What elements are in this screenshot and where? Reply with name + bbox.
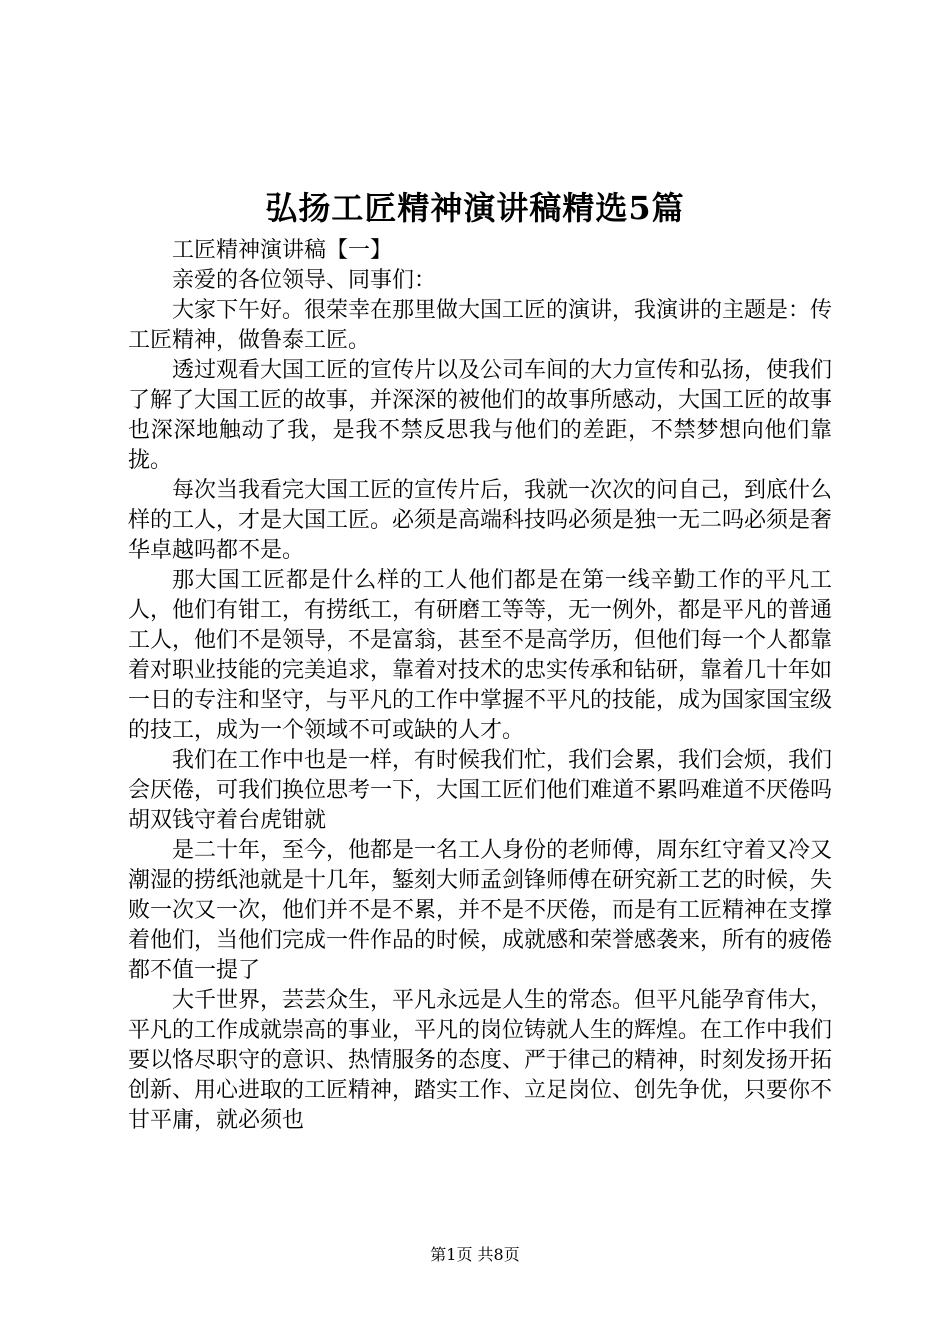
page-footer: 第1页 共8页: [430, 1245, 520, 1264]
paragraph: 那大国工匠都是什么样的工人他们都是在第一线辛勤工作的平凡工人，他们有钳工，有捞纸工，有研磨工等等，无一例外，都是平凡的普通工人，他们不是领导，不是富翁，甚至不是高学历，但他们每一个人都靠着对职业技能的完美追求，靠着对技术的忠实传承和钻研，靠着几十年如一日的专注和坚守，与平凡的工作中掌握不平凡的技能，成为国家国宝级的技工，成为一个领域不可或缺的人才。: [128, 568, 833, 743]
paragraph-salutation: 亲爱的各位领导、同事们：: [172, 268, 437, 293]
paragraph: 大家下午好。很荣幸在那里做大国工匠的演讲，我演讲的主题是：传工匠精神，做鲁泰工匠。: [128, 298, 833, 353]
paragraph: 透过观看大国工匠的宣传片以及公司车间的大力宣传和弘扬，使我们了解了大国工匠的故事，并深深的被他们的故事所感动，大国工匠的故事也深深地触动了我，是我不禁反思我与他们的差距，不禁梦想向他们靠拢。: [128, 358, 833, 473]
paragraph: 我们在工作中也是一样，有时候我们忙，我们会累，我们会烦，我们会厌倦，可我们换位思考一下，大国工匠们他们难道不累吗难道不厌倦吗胡双钱守着台虎钳就: [128, 748, 833, 833]
paragraph: 每次当我看完大国工匠的宣传片后，我就一次次的问自己，到底什么样的工人，才是大国工匠。必须是高端科技吗必须是独一无二吗必须是奢华卓越吗都不是。: [128, 478, 833, 563]
paragraph-section-heading: 工匠精神演讲稿【一】: [172, 238, 393, 263]
paragraph: 大千世界，芸芸众生，平凡永远是人生的常态。但平凡能孕育伟大，平凡的工作成就崇高的事业，平凡的岗位铸就人生的辉煌。在工作中我们要以恪尽职守的意识、热情服务的态度、严于律己的精神，时刻发扬开拓创新、用心进取的工匠精神，踏实工作、立足岗位、创先争优，只要你不甘平庸，就必须也: [128, 988, 833, 1133]
document-body: [128, 236, 832, 1136]
document-title: 弘扬工匠精神演讲稿精选5篇: [265, 189, 685, 227]
paragraph: 是二十年，至今，他都是一名工人身份的老师傅，周东红守着又冷又潮湿的捞纸池就是十几年，錾刻大师孟剑锋师傅在研究新工艺的时候，失败一次又一次，他们并不是不累，并不是不厌倦，而是有工匠精神在支撑着他们，当他们完成一件作品的时候，成就感和荣誉感袭来，所有的疲倦都不值一提了: [128, 838, 833, 983]
